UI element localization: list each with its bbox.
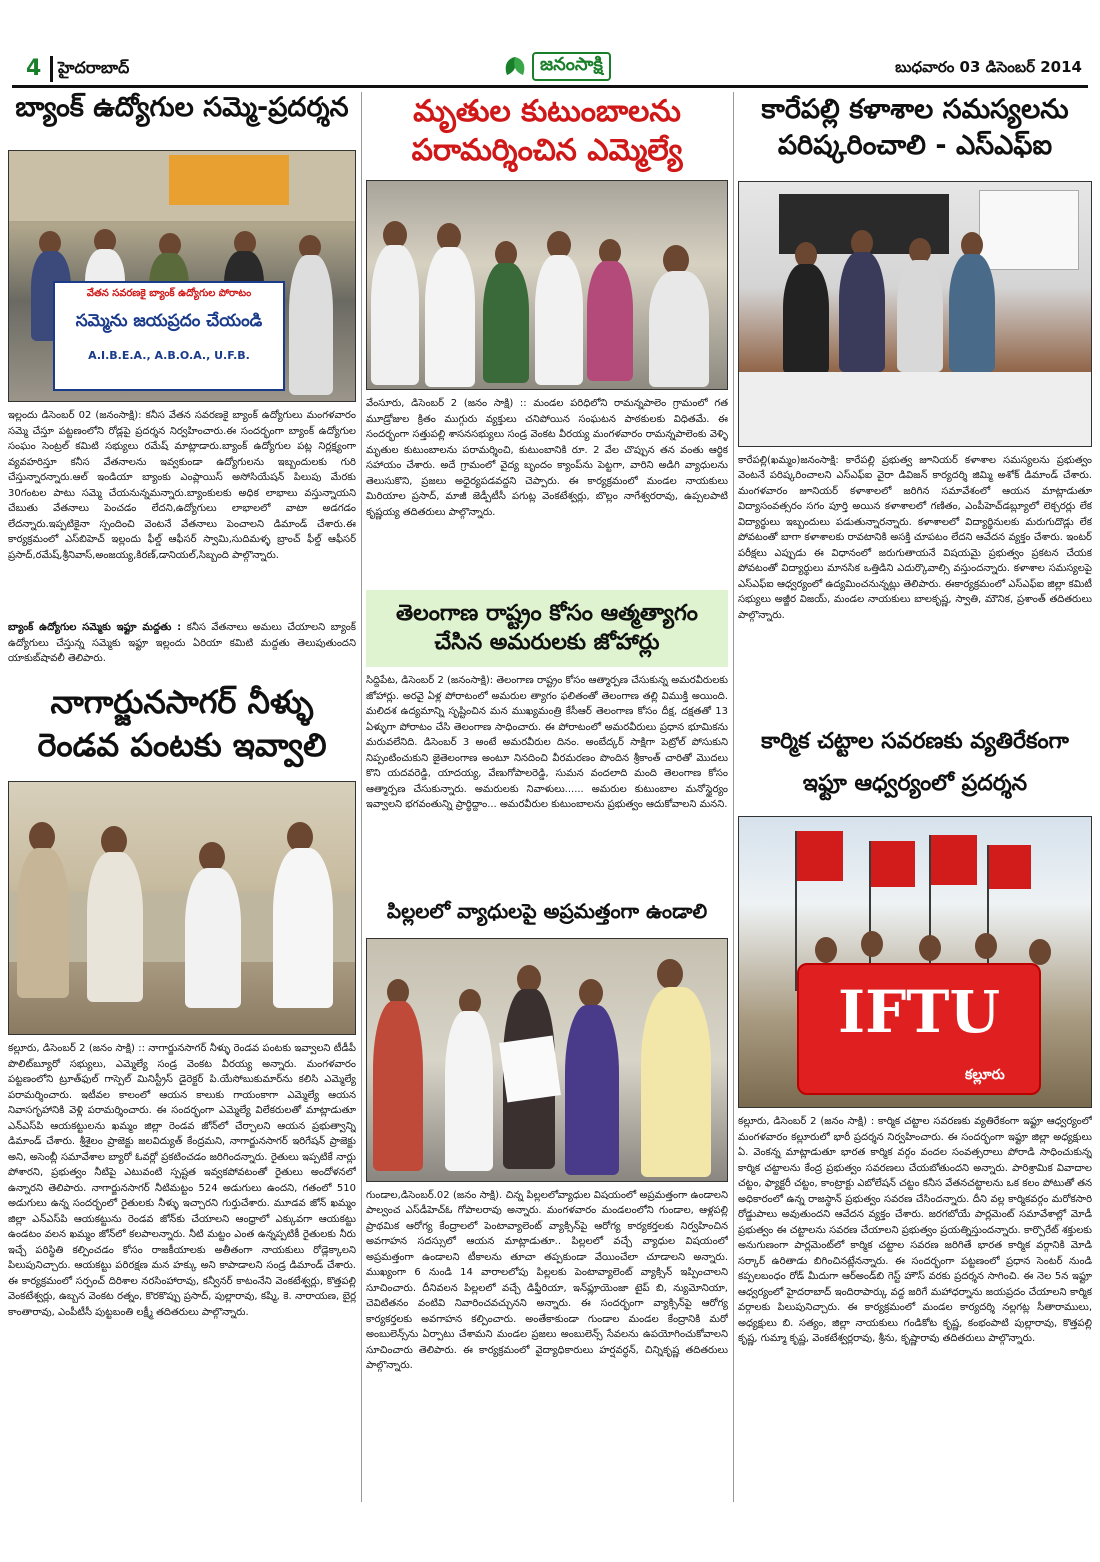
martyrs-article <box>366 590 728 667</box>
mla-visit-body: వేంసూరు, డిసెంబర్ 2 (జనం సాక్షి) :: మండల పరిధిలోని రామన్నపాలెం గ్రామంలో గత మూడ్రోజుల క్రితం ముగ్గురు వ్యక్తులు చనిపోయిన సంఘటన పాఠకులకు విధితమే. ఈ సందర్భంగా సత్తుపల్లి శాసనసభ్యులు సండ్ర వెంకట వీరయ్య మంగళవారం రామన్నపాలెంకు వెళ్ళి మృతుల కుటుంబాలను పరామర్శించి, కుటుంబానికి రూ. 2 వేల చొప్పున తన వంతు ఆర్థిక సహాయం చేశారు. అదే గ్రామంలో వైద్య బృందం క్యాంప్‌ను పెట్టగా, వారిని అడిగి వ్యాధులను తెలుసుకొని, ప్రజలు అధైర్యపడవద్దని చెప్పారు. ఈ కార్యక్రమంలో మండల నాయకులు మిరియాల ప్రసాద్, మాజీ జెడ్పీటీసీ పగుట్ల వెంకటేశ్వర్లు, బొల్లం నాగేశ్వరరావు, ఉప్పలపాటి కృష్ణయ్య తదితరులు పాల్గొన్నారు. <box>366 398 728 518</box>
bank-strike-support-text: కనీస వేతనాలు అమలు చేయాలని బ్యాంక్ ఉద్యోగులు చేస్తున్న సమ్మెకు ఇఫ్టూ ఇల్లందు ఏరియా కమిటి మద్దతు తెలుపుతుందని యాకుబ్‌షావలీ తెలిపారు. <box>8 622 356 664</box>
college-headline-line1: కారేపల్లి కళాశాల సమస్యలను <box>761 94 1069 125</box>
martyrs-headline-line2: చేసిన అమరులకు జోహార్లు <box>434 629 660 655</box>
issue-date: బుధవారం 03 డిసెంబర్ 2014 <box>895 58 1082 76</box>
iftu-banner-text: IFTU <box>837 978 1001 1047</box>
college-headline <box>738 92 1092 165</box>
strike-banner-unions: A.I.B.E.A., A.B.O.A., U.F.B. <box>88 349 250 362</box>
column-divider <box>361 92 362 1502</box>
bank-strike-photo <box>8 150 356 402</box>
mla-visit-headline-line2: పరామర్శించిన ఎమ్మెల్యే <box>411 133 683 168</box>
children-health-headline: పిల్లలలో వ్యాధులపై అప్రమత్తంగా ఉండాలి <box>386 899 708 924</box>
bank-strike-body: ఇల్లందు డిసెంబర్ 02 (జనంసాక్షి): కనీస వేతన సవరణకై బ్యాంక్ ఉద్యోగులు మంగళవారం సమ్మె చేస్తూ పట్టణంలోని రోడ్లపై ప్రదర్శన నిర్వహించారు.ఈ సందర్భంగా బ్యాంక్ ఉద్యోగుల సంఘం సెంట్రల్ కమిటి సభ్యులు రమేష్ మాట్లాడారు.బ్యాంక్ ఉద్యోగుల పట్ల నిర్లక్ష్యంగా వ్యవహరిస్తూ కనీస వేతనాలను ఇవ్వకుండా ఉద్యోగులను ఇబ్బందులకు గురి చేస్తున్నారన్నారు.ఆల్ ఇండియా బ్యాంకు ఎంప్లాయిస్ అసోసియేషన్ పిలుపు మేరకు 30గంటల పాటు సమ్మె చేయనున్నమన్నారు.బ్యాంకులకు అధిక లాభాలు వస్తున్నాయని చేబుతు వేతనాలు పెంచడం లేదని,ఉద్యోగులు లాభాలలో వాటా అడగడం లేదన్నారు.ఇప్పటికైనా స్పందించి వెంటనే వేతనాలు పెంచాలని డిమాండ్ చేశారు.ఈ కార్యక్రమంలో ఎస్‌బిహెచ్ ఇల్లందు ఫీల్డ్ ఆఫీసర్ స్వామి,సుదిమళ్ళ బ్రాంచ్ ఫీల్డ్ ఆఫీసర్ ప్రసాద్,రమేష్,శ్రీనివాస్,అంజయ్య,కిరణ్,డానియల్,సిబ్బంది పాల్గొన్నారు. <box>8 410 356 561</box>
bank-strike-headline: బ్యాంక్ ఉద్యోగుల సమ్మె-ప్రదర్శన <box>15 92 349 123</box>
strike-banner-top: వేతన సవరణకై బ్యాంక్ ఉద్యోగుల పోరాటం <box>86 288 252 299</box>
masthead <box>12 50 1088 88</box>
sagar-headline <box>8 681 356 767</box>
children-health-body: గుండాల,డిసెంబర్.02 (జనం సాక్షి). చిన్న పిల్లలలోవ్యాధుల విషయంలో అప్రమత్తంగా ఉండాలని పాల్వంచ ఎస్‌డీహెచ్‌ఓ గోపాలరావు అన్నారు. మంగళవారం మండలంలోని గుండాల, ఆళ్లపల్లి ప్రాథమిక ఆరోగ్య కేంద్రాలలో పెంటావ్యాలెంట్ వ్యాక్సిన్‌పై ఆరోగ్య కార్యకర్తలకు నిర్వహించిన అవగాహన సదస్సులో ఆయన మాట్లాడుతూ.. పిల్లలలో వచ్చే వ్యాధుల విషయంలో అప్రమత్తంగా ఉండాలని టీకాలను తూచా తప్పకుండా వేయించేలా చూడాలని అన్నారు. ముఖ్యంగా 6 నుండి 14 వారాలలోపు పిల్లలకు పెంటావ్యాలెంట్ వ్యాక్సిన్ ఇప్పించాలని సూచించారు. దీనివలన పిల్లలలో వచ్చే డిఫ్తీరియా, ఇన్‌ఫ్లూయెంజా టైప్ బి, న్యుమోనియా, చెవిటితనం వంటివి నివారించవచ్చునని అన్నారు. ఈ సందర్భంగా వ్యాక్సిన్‌పై ఆరోగ్య కార్యకర్తలకు అవగాహన కల్పించారు. అంతేకాకుండా గుండాల మండల కేంద్రానికి మరో అంబులెన్స్‌ను ఏర్పాటు చేశామని మండల ప్రజలు అంబులెన్స్ సేవలను ఉపయోగించుకోవాలని సూచించారు తెలిపారు. ఈ కార్యక్రమంలో వైద్యాధికారులు హర్షవర్ధన్, చిన్నికృష్ణ తదితరులు పాల్గొన్నారు. <box>366 1189 728 1372</box>
column-divider <box>733 92 734 1502</box>
projector-screen <box>979 190 1079 270</box>
brand-name: జనంసాక్షి <box>532 52 611 81</box>
strike-banner-main: సమ్మెను జయప్రదం చేయండి <box>75 311 263 331</box>
column-middle <box>366 92 728 1448</box>
leaf-logo-icon <box>502 55 528 77</box>
column-right <box>738 92 1092 1460</box>
document <box>499 1035 561 1102</box>
children-health-photo <box>366 938 728 1182</box>
mla-visit-headline-line1: మృతుల కుటుంబాలను <box>413 94 681 129</box>
bank-sign-board <box>169 155 289 205</box>
column-left <box>8 92 356 1459</box>
newspaper-logo <box>502 50 611 82</box>
college-photo <box>738 181 1092 447</box>
iftu-headline-line1: కార్మిక చట్టాల సవరణకు వ్యతిరేకంగా <box>761 728 1069 754</box>
students-seated <box>739 372 1091 447</box>
college-body: కారేపల్లి(ఖమ్మం)జనంసాక్షి: కారేపల్లి ప్రభుత్వ జూనియర్ కళాశాల సమస్యలను ప్రభుత్వం వెంటనే పరిష్కరించాలని ఎస్‌ఎఫ్ఐ వైరా డివిజన్ కార్యదర్శి జిమ్మి అశోక్ డిమాండ్ చేశారు. మంగళవారం జూనియర్ కళాశాలలో జరిగిన సమావేశంలో ఆయన మాట్లాడుతూ విద్యాసంవత్సరం సగం పూర్తి అయిన కళాశాలలో గణితం, ఎంపీహెచ్‌డబ్ల్యూలో లెక్చరర్లు లేక విద్యార్థులు ఇబ్బందులు పడుతున్నారన్నారు. కళాశాలలో విద్యార్థినులకు మరుగుదొడ్లు లేక పోవటంతో బాగా కళాశాలకు రావటానికి అసక్తి చూపటం లేదని ఆవేదన వ్యక్తం చేశారు. ఇంటర్ పరీక్షలు ఎప్పుడు ఈ విధానంలో జరుగుతాయనే విషయమై ప్రభుత్వం ప్రకటన చేయక పోవటంతో విద్యార్థులు మానసిక ఒత్తిడిని ఎదుర్కొవాల్సి వస్తుందన్నారు. కళాశాల సమస్యలపై ఎస్‌ఎఫ్ఐ ఆధ్వర్యంలో ఉద్యమించనున్నట్లు తెలిపారు. ఈకార్యక్రమంలో ఎస్‌ఎఫ్ఐ జిల్లా కమిటీ సభ్యులు అజ్జీర విజయ్, మండల నాయకులు బాలకృష్ణ, స్వాతి, మౌనిక, ప్రశాంత్ తదితరులు పాల్గొన్నారు. <box>738 454 1092 621</box>
iftu-banner-place: కల్లూరు <box>965 1067 1005 1084</box>
college-headline-line2: పరిష్కరించాలి - ఎస్‌ఎఫ్ఐ <box>777 130 1053 162</box>
martyrs-headline-line1: తెలంగాణ రాష్ట్రం కోసం ఆత్మత్యాగం <box>396 601 698 626</box>
bank-strike-support-label: బ్యాంక్ ఉద్యోగుల సమ్మెకు ఇఫ్టూ మద్దతు : <box>8 622 182 633</box>
martyrs-headline <box>370 600 724 657</box>
edition-city: హైదరాబాద్ <box>58 58 130 77</box>
mla-visit-headline <box>366 92 728 170</box>
iftu-photo <box>738 816 1092 1108</box>
iftu-body: కల్లూరు, డిసెంబర్ 2 (జనం సాక్షి) : కార్మిక చట్టాల సవరణకు వ్యతిరేకంగా ఇఫ్టూ ఆధ్వర్యంలో మంగళవారం కల్లూరులో భారీ ప్రదర్శన నిర్వహించారు. ఈ సందర్భంగా ఇఫ్టూ జిల్లా అధ్యక్షులు ఏ. వెంకన్న మాట్లాడుతూ భారత కార్మిక వర్గం వందల సంవత్సరాలు పోరాడి సాధించుకున్న కార్మిక చట్టాలను కేంద్ర ప్రభుత్వం సవరణలు చేయబోతుందని అన్నారు. పారిశ్రామిక వివాదాల చట్టం, ఫ్యాక్టరీ చట్టం, కాంట్రాక్టు ఎబోలేషన్ చట్టం కనీస వేతనచట్టాలను ఒక కలం పోటుతో తన అధికారంలో ఉన్న రాజస్థాన్ ప్రభుత్వం సవరణ చేసిందన్నారు. దీని వల్ల కార్మికవర్గం మరోకసారి రోడ్డుపాలు అవుతుందని ఆవేదన వ్యక్తం చేశారు. జరగబోయే పార్లమెంట్ సమావేశాల్లో మోడీ ప్రభుత్వం ఈ చట్టాలను సవరణ చేయాలని ప్రభుత్వం ప్రయత్నిస్తుందన్నారు. కార్పొరేట్ శక్తులకు అనుగుణంగా పార్లమెంట్‌లో కార్మిక చట్టాల సవరణ జరిగితే భారత కార్మిక వర్గానికి మోడి సర్కార్ ఉరితాడు బిగించినట్లేనన్నారు. ఈ సందర్భంగా పట్టణంలో ప్రధాన సెంటర్ నుండి కప్పలబంధం రోడ్ మీదుగా ఆర్‌అండ్‌బి గెస్ట్ హౌస్ వరకు ప్రదర్శన సాగించి. ఈ నెల 5న ఇఫ్టూ ఆధ్వర్యంలో హైదరాబాద్ ఇందిరాపార్కు వద్ద జరిగే మహాధర్నాను జయప్రదం చేయాలని కార్మిక వర్గాలకు పిలుపునిచ్చారు. ఈ కార్యక్రమంలో మండల కార్యదర్శి నల్లగట్ల సీతారాములు, అధ్యక్షులు బి. సత్యం, జిల్లా నాయకులు గండికోట కృష్ణ, కంభంపాటి పుల్లారావు, కొత్తపల్లి కృష్ణ, గుమ్మా కృష్ణ, వెంకటేశ్వర్లరావు, శ్రీను, కృష్ణారావు తదితరులు పాల్గొన్నారు. <box>738 1116 1092 1345</box>
sagar-headline-line1: నాగార్జునసాగర్ నీళ్ళు <box>50 683 314 721</box>
martyrs-body: సిద్దిపేట, డిసెంబర్ 2 (జనంసాక్షి): తెలంగాణ రాష్ట్రం కోసం ఆత్మార్పణ చేసుకున్న అమరవీరులకు జోహార్లు. అరవై ఏళ్ల పోరాటంలో అమరుల త్యాగం ఫలితంతో తెలంగాణ తల్లి విముక్తి అయింది. మలిదశ ఉద్యమాన్ని సృష్టించిన మన ముఖ్యమంత్రి కేసీఆర్ తెలంగాణ కోసం దీక్ష, దక్షతతో 13 ఏళ్ళుగా పోరాటం చేసి తెలంగాణ సాధించారు. ఈ పోరాటంలో అమరవీరులు ప్రధాన భూమికను మరువలేనిది. డిసెంబర్ 3 అంటే అమరవీరుల దినం. అంబేద్కర్ సాక్షిగా పెట్రోల్ పోసుకుని నిప్పంటించుకుని జైతెలంగాణ అంటూ నినదించి వీరమరణం పొందిన శ్రీకాంత్ చారితో మొదలు కొని యదవరెడ్డి, యాదయ్య, వేణుగోపాలరెడ్డి, సుమన వందలాది మంది తెలంగాణ కోసం ఆత్మార్పణ చేసుకున్నారు. అమరులకు నివాళులు...... అమరుల కుటుంబాల మనోస్థైర్యం ఇవ్వాలని భగవంతున్ని ప్రార్థిద్దాం... అమరవీరుల కుటుంబాలను ప్రభుత్వం ఆదుకోవాలని మనని. <box>366 675 728 811</box>
page-number: 4 <box>26 56 42 81</box>
sagar-headline-line2: రెండవ పంటకు ఇవ్వాలి <box>37 726 327 765</box>
sagar-photo <box>8 781 356 1035</box>
iftu-headline-line2: ఇఫ్టూ ఆధ్వర్యంలో ప్రదర్శన <box>802 770 1028 796</box>
page-number-divider <box>50 56 53 82</box>
strike-banner <box>53 281 285 391</box>
mla-visit-photo <box>366 180 728 390</box>
iftu-headline <box>738 721 1092 805</box>
sagar-body: కల్లూరు, డిసెంబర్ 2 (జనం సాక్షి) :: నాగార్జునసాగర్ నీళ్ళు రెండవ పంటకు ఇవ్వాలని టీడీపీ పొలిట్‌బ్యూరో సభ్యులు, ఎమ్మెల్యే సండ్ర వెంకట వీరయ్య అన్నారు. మంగళవారం పట్టణంలోని ట్రూత్‌ఫుల్ గాస్పెల్ మినిస్ట్రీస్ డైరెక్టర్ పి.యేసోబుకుమార్‌ను కలిసి ఎమ్మెల్యే పరామర్శించారు. ఇటీవల కాలంలో ఆయన కాలుకు గాయంకాగా ఎమ్మెల్యే ఆయన నివాసగృహానికి వెళ్లి పరామర్శించారు. ఈ సందర్భంగా ఎమ్మెల్యే విలేకరులతో మాట్లాడుతూ ఎన్‌ఎస్‌పి ఆయకట్టులను ఖమ్మం జిల్లా రెండవ జోన్‌లో చేర్చాలని ఆయన ప్రభుత్వాన్ని డిమాండ్ చేశారు. శ్రీశైలం ప్రాజెక్టు జలవిద్యుత్ కేంద్రమని, నాగార్జునసాగర్ ఇరిగేషన్ ప్రాజెక్టు అని, అసెంబ్లీ సమావేశాల బ్యారో ఓవర్లో ప్రకటించడం జరిగిందన్నారు. రైతులు ఇప్పటికే నార్లు పోశారని, ప్రభుత్వం నీటిపై ఎటువంటి స్పష్టత ఇవ్వకపోవటంతో రైతులు అందోళనలో ఉన్నారని తెలిపారు. నాగార్జునసాగర్ నీటిమట్టం 524 అడుగులు ఉందని, గతంలో 510 అడుగులు ఉన్న సందర్భంలో రైతులకు నీళ్ళు ఇచ్చారని గుర్తుచేశారు. మూడవ జోన్ ఖమ్మం జిల్లా ఎన్‌ఎస్‌పి ఆయకట్టును రెండవ జోన్‌కు చేయాలని ఆంధ్రాలో ఎక్కువగా ఆయకట్టు ఉండటం వలన ఖమ్మం జోన్‌లో కలపాలన్నారు. నీటి మట్టం ఎంత ఉన్నప్పటికీ రైతులకు నీరు ఇచ్చే పరిస్థితి కల్పించడం కోసం రాజకీయాలకు అతీతంగా నాయకులు రోడ్లెక్కాలని పిలుపునిచ్చారు. ఆయకట్టు పరిరక్షణ మన హక్కు అని కాపాడాలని సండ్ర డిమాండ్ చేశారు. ఈ కార్యక్రమంలో సర్పంచ్ దిరిశాల నరసింహారావు, కన్వీనర్ కాటంనేని వెంకటేశ్వర్లు, కొత్తపల్లి వెంకటేశ్వర్లు, ఉబ్బన వెంకట రత్నం, కొరకొప్పు ప్రసాద్, పుల్లారావు, కష్మి, కె. నారాయణ, బైర్ల కాంతారావు, ఎంపీటీసీ పుట్టబంతి లక్ష్మీ తదితరులు పాల్గొన్నారు. <box>8 1043 356 1318</box>
bank-strike-support <box>8 620 356 667</box>
